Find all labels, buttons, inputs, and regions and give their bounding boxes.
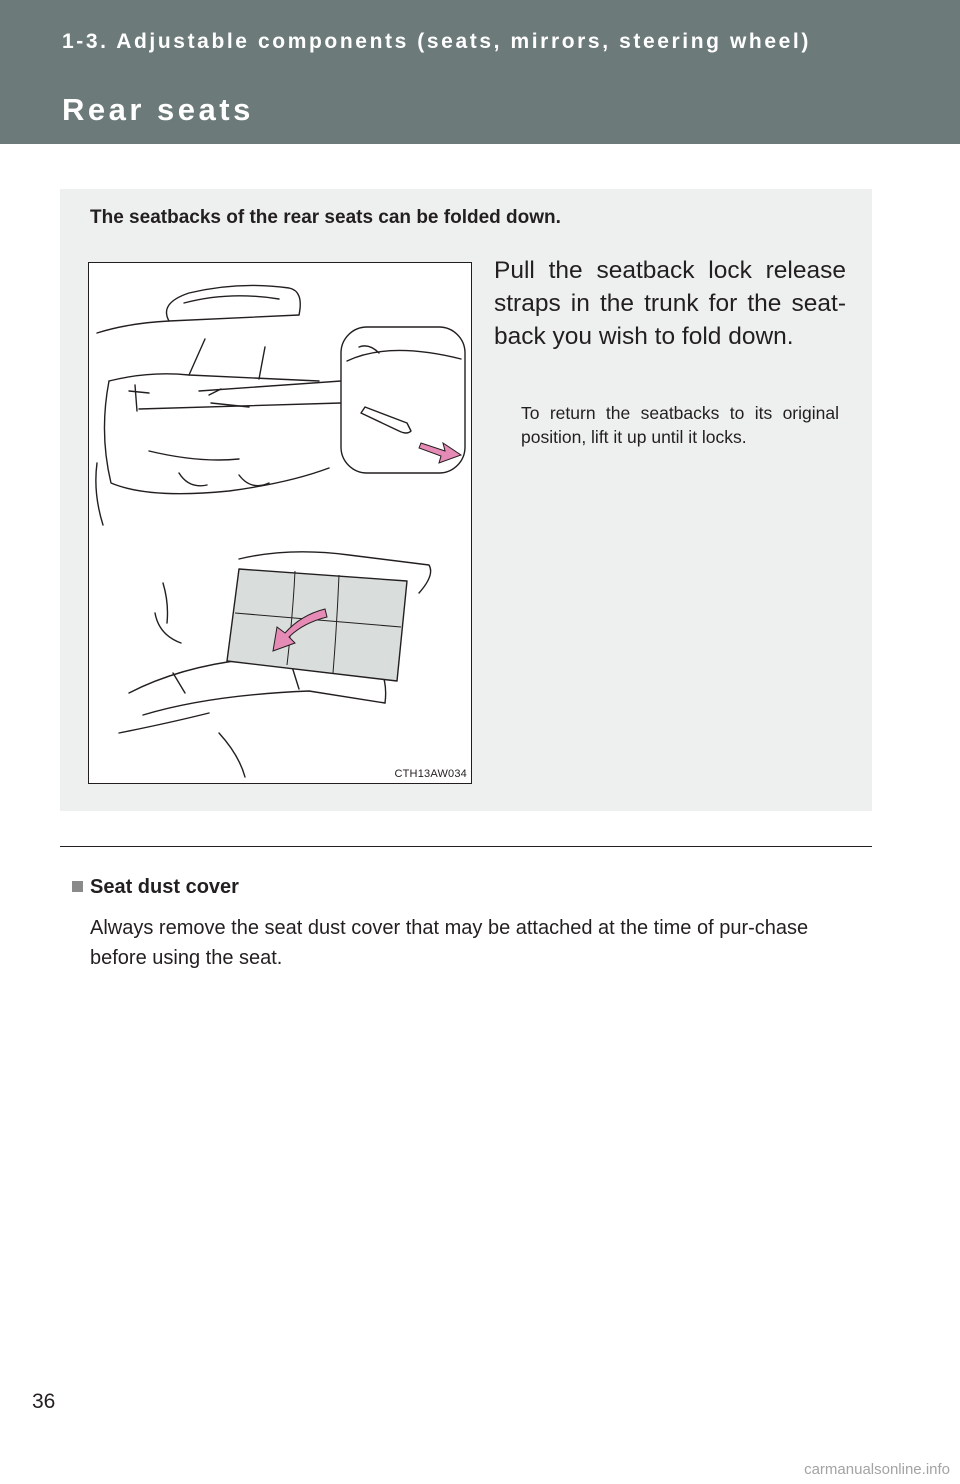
car-roofline [97,315,299,333]
watermark: carmanualsonline.info [804,1461,950,1478]
floor-line [119,713,209,733]
subsection-heading-text: Seat dust cover [90,876,239,898]
section-title: 1-3. Adjustable components (seats, mirrors, steering wheel) [62,30,811,53]
side-trim [155,583,181,643]
seat-cushion-front [143,691,385,715]
bumper [104,381,329,494]
trunk-sill [109,374,319,381]
callout-leader-1 [139,403,341,409]
page-number: 36 [32,1390,56,1413]
seat-fold-illustration [89,263,472,784]
page-title: Rear seats [62,92,254,127]
subsection-body: Always remove the seat dust cover that may be attached at the time of pur-chase before using the seat. [90,917,809,969]
trunk-lid-inner [184,296,279,303]
exhaust-tips [179,473,269,486]
subsection-heading [72,876,239,899]
panel-intro: The seatbacks of the rear seats can be folded down. [90,207,561,228]
step-note: To return the seatbacks to its original position, lift it up until it locks. [521,403,839,447]
rear-wheel-arch [96,463,103,525]
section-divider [60,846,872,847]
step-instruction: Pull the seatback lock release straps in the trunk for the seat-back you wish to fold down. [494,257,846,350]
callout-leader-2 [199,381,341,391]
illustration [88,262,472,784]
bumper-crease [149,451,239,460]
seat-side-bolster [219,733,245,777]
figure-code: CTH13AW034 [394,768,467,780]
release-strap-left [129,385,149,411]
page-header [0,0,960,144]
release-strap-right [209,389,249,407]
trunk-opening [189,339,265,379]
bullet-square-icon [72,881,83,892]
